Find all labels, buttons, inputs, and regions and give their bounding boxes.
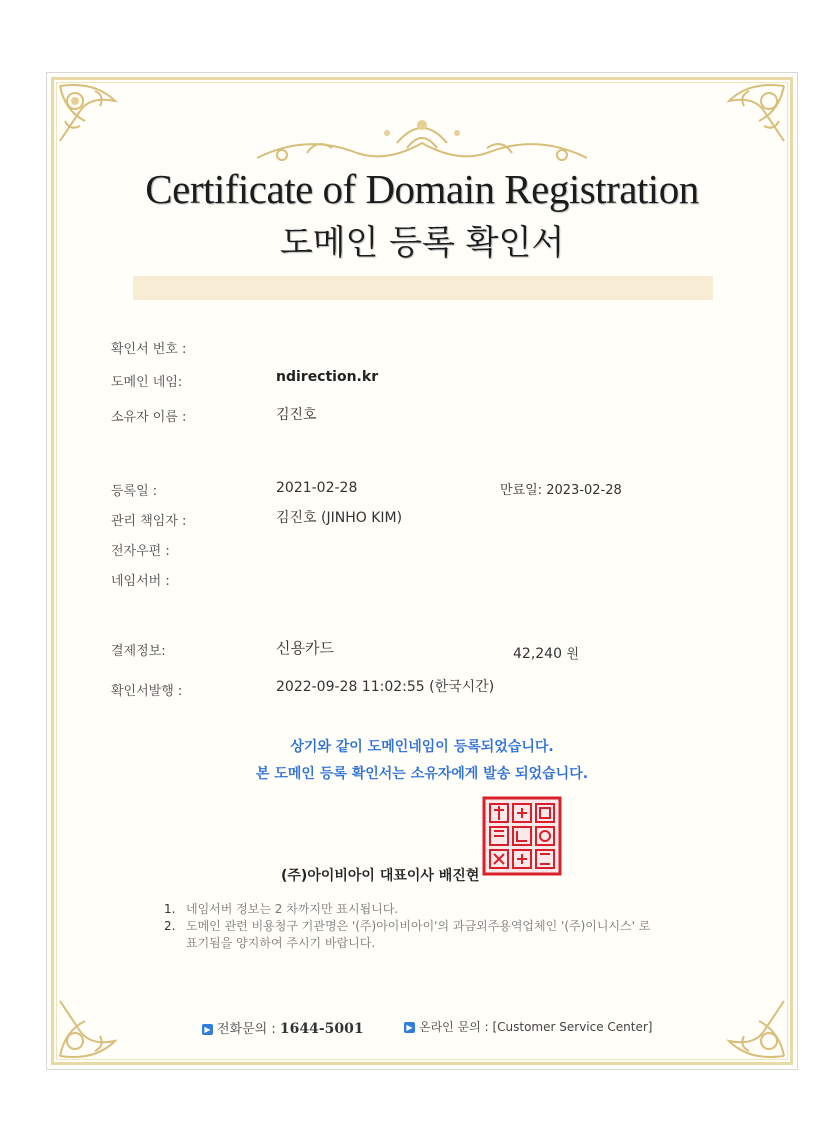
notes-list	[164, 901, 650, 952]
owner-value: 김진호	[276, 407, 317, 423]
top-ornament	[247, 113, 597, 173]
note-text: 네임서버 정보는 2 차까지만 표시됩니다.	[186, 902, 399, 916]
corner-ornament-top-right	[699, 81, 789, 171]
phone-number[interactable]: 1644-5001	[279, 1021, 364, 1037]
payment-amount-wrap	[513, 643, 579, 662]
certificate-frame	[46, 72, 798, 1070]
note-number: 2.	[164, 919, 176, 933]
payment-method: 신용카드	[276, 639, 334, 657]
email-label: 전자우편 :	[111, 544, 170, 559]
admin-label: 관리 책임자 :	[111, 514, 187, 529]
online-contact	[404, 1018, 653, 1035]
admin-value: 김진호 (JINHO KIM)	[276, 510, 403, 526]
domain-value: ndirection.kr	[276, 369, 379, 385]
note-item	[164, 935, 650, 952]
phone-contact	[202, 1018, 364, 1037]
reg-date-value: 2021-02-28	[276, 480, 358, 496]
expiry	[500, 479, 622, 498]
cert-number-label: 확인서 번호 :	[111, 342, 187, 357]
payment-unit: 원	[566, 647, 580, 662]
payment-amount: 42,240	[513, 646, 562, 662]
note-text: 도메인 관련 비용청구 기관명은 '(주)아이비아이'의 과금외주용역업체인 '(주)이니시스' 로	[186, 919, 651, 933]
note-item	[164, 901, 650, 918]
corner-ornament-bottom-right	[699, 971, 789, 1061]
owner-label: 소유자 이름 :	[111, 410, 187, 425]
note-number: 1.	[164, 902, 176, 916]
expiry-label: 만료일:	[500, 483, 543, 498]
note-item	[164, 918, 650, 935]
arrow-right-icon: ▶	[404, 1022, 415, 1033]
signature-line: (주)아이비아이 대표이사 배진현	[281, 868, 480, 884]
header-band	[133, 276, 713, 300]
online-label: 온라인 문의 :	[419, 1020, 489, 1034]
corner-ornament-bottom-left	[55, 971, 145, 1061]
nameserver-label: 네임서버 :	[111, 574, 170, 589]
domain-label: 도메인 네임:	[111, 375, 183, 390]
certificate-title-ko: 도메인 등록 확인서	[279, 223, 565, 263]
phone-label: 전화문의 :	[217, 1022, 276, 1037]
issued-label: 확인서발행 :	[111, 684, 183, 699]
issued-value: 2022-09-28 11:02:55 (한국시간)	[276, 679, 495, 695]
statement-line-2: 본 도메인 등록 확인서는 소유자에게 발송 되었습니다.	[255, 766, 589, 782]
reg-date-label: 등록일 :	[111, 484, 158, 499]
corner-ornament-top-left	[55, 81, 145, 171]
certificate-title-en: Certificate of Domain Registration	[145, 166, 699, 212]
arrow-right-icon: ▶	[202, 1024, 213, 1035]
expiry-value: 2023-02-28	[546, 483, 622, 498]
company-seal-stamp	[482, 796, 562, 876]
statement-line-1: 상기와 같이 도메인네임이 등록되었습니다.	[290, 739, 554, 755]
customer-service-link[interactable]: [Customer Service Center]	[492, 1020, 653, 1034]
payment-label: 결제정보:	[111, 644, 166, 659]
note-text: 표기됨을 양지하여 주시기 바랍니다.	[186, 936, 376, 950]
